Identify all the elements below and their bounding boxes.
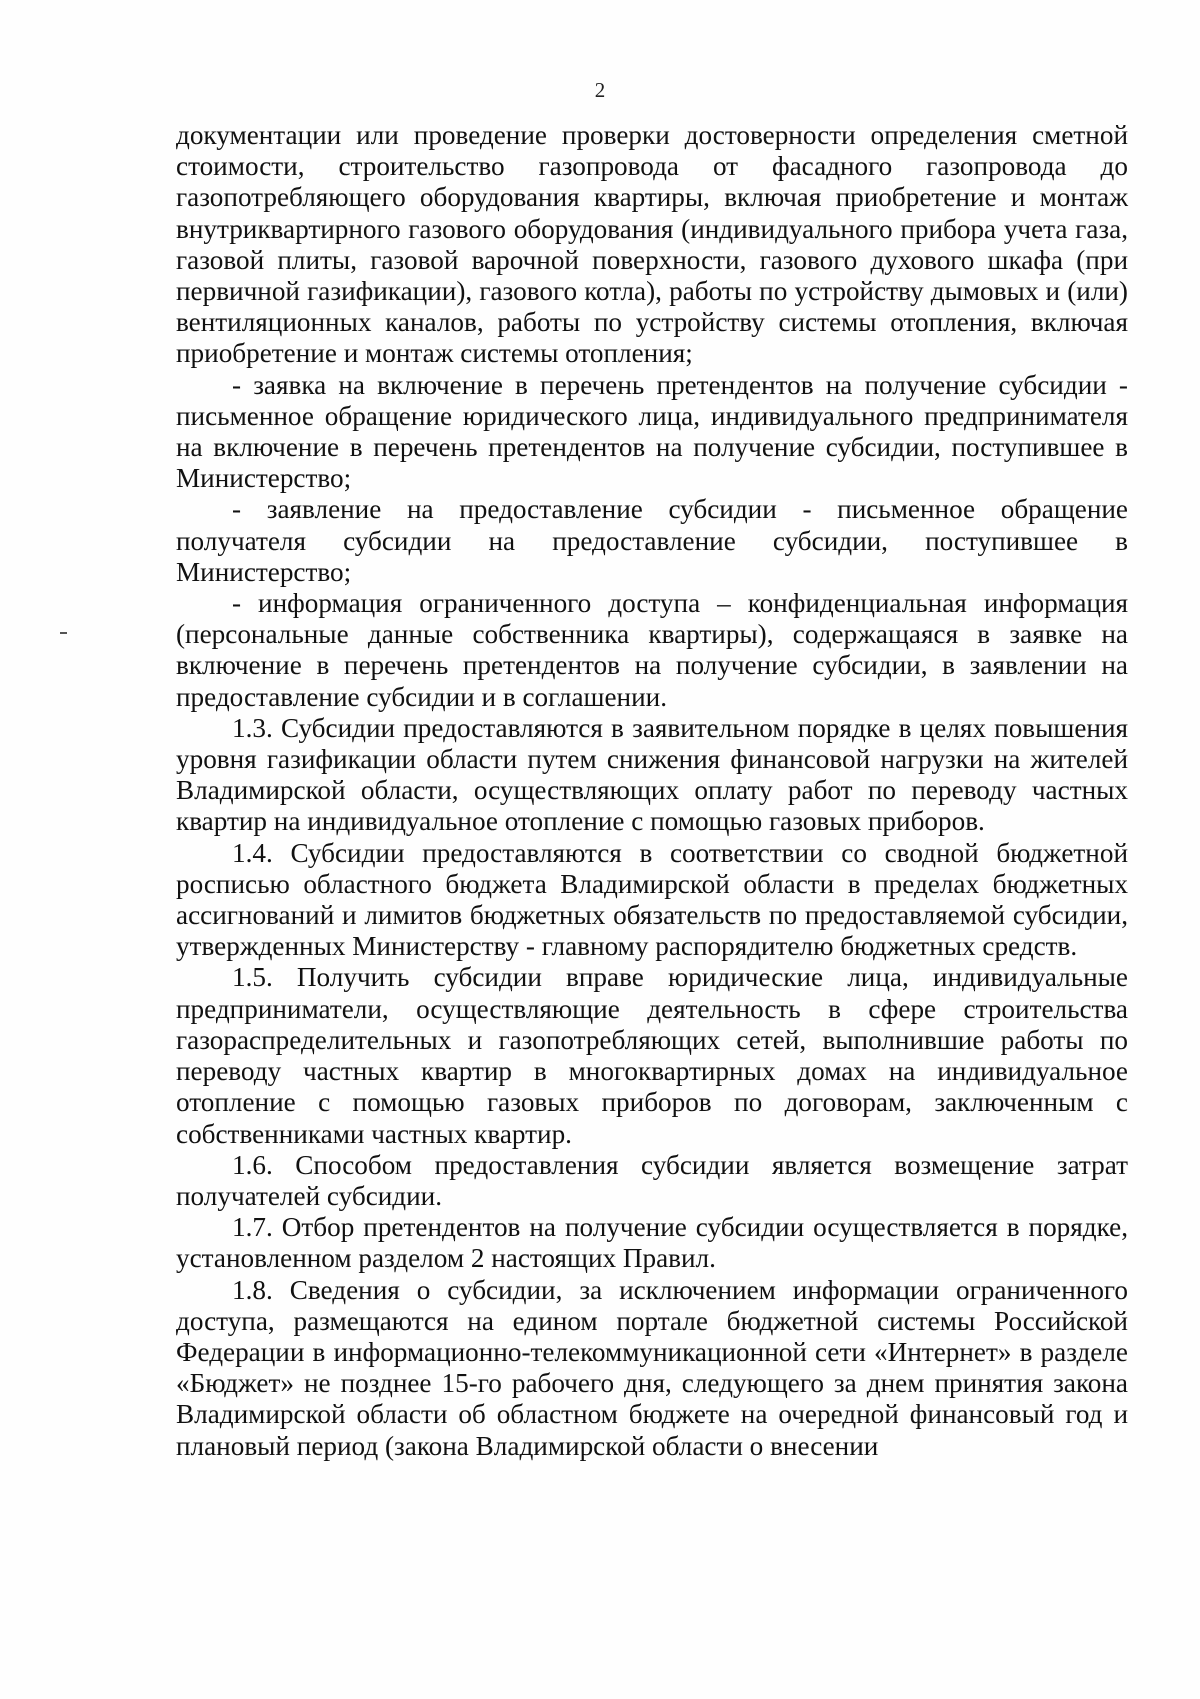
paragraph-application-definition: - заявка на включение в перечень претендентов на получение субсидии - письменное обращение юридического лица, индивидуального предпринимателя на включение в перечень претендентов на получение субсидии, поступившее в Министерство;	[176, 369, 1128, 494]
paragraph-1-3: 1.3. Субсидии предоставляются в заявительном порядке в целях повышения уровня газификации области путем снижения финансовой нагрузки на жителей Владимирской области, осуществляющих оплату работ по переводу частных квартир на индивидуальное отопление с помощью газовых приборов.	[176, 712, 1128, 837]
margin-mark	[60, 632, 67, 634]
paragraph-request-definition: - заявление на предоставление субсидии - письменное обращение получателя субсидии на предоставление субсидии, поступившее в Министерство;	[176, 494, 1128, 587]
paragraph-restricted-info-definition: - информация ограниченного доступа – конфиденциальная информация (персональные данные собственника квартиры), содержащаяся в заявке на включение в перечень претендентов на получение субсидии, в заявлении на предоставление субсидии и в соглашении.	[176, 588, 1128, 712]
paragraph-1-7: 1.7. Отбор претендентов на получение субсидии осуществляется в порядке, установленном разделом 2 настоящих Правил.	[176, 1212, 1128, 1274]
document-body	[176, 120, 1128, 1462]
paragraph-continuation: документации или проведение проверки достоверности определения сметной стоимости, строительство газопровода от фасадного газопровода до газопотребляющего оборудования квартиры, включая приобретение и монтаж внутриквартирного газового оборудования (индивидуального прибора учета газа, газовой плиты, газовой варочной поверхности, газового духового шкафа (при первичной газификации), газового котла), работы по устройству дымовых и (или) вентиляционных каналов, работы по устройству системы отопления, включая приобретение и монтаж системы отопления;	[176, 120, 1128, 369]
paragraph-1-5: 1.5. Получить субсидии вправе юридические лица, индивидуальные предприниматели, осуществляющие деятельность в сфере строительства газораспределительных и газопотребляющих сетей, выполнившие работы по переводу частных квартир в многоквартирных домах на индивидуальное отопление с помощью газовых приборов по договорам, заключенным с собственниками частных квартир.	[176, 962, 1128, 1149]
paragraph-1-8: 1.8. Сведения о субсидии, за исключением информации ограниченного доступа, размещаются на едином портале бюджетной системы Российской Федерации в информационно-телекоммуникационной сети «Интернет» в разделе «Бюджет» не позднее 15-го рабочего дня, следующего за днем принятия закона Владимирской области об областном бюджете на очередной финансовый год и плановый период (закона Владимирской области о внесении	[176, 1274, 1128, 1461]
page-number: 2	[594, 78, 606, 102]
paragraph-1-6: 1.6. Способом предоставления субсидии является возмещение затрат получателей субсидии.	[176, 1149, 1128, 1211]
paragraph-1-4: 1.4. Субсидии предоставляются в соответствии со сводной бюджетной росписью областного бюджета Владимирской области в пределах бюджетных ассигнований и лимитов бюджетных обязательств по предоставляемой субсидии, утвержденных Министерству - главному распорядителю бюджетных средств.	[176, 837, 1128, 962]
